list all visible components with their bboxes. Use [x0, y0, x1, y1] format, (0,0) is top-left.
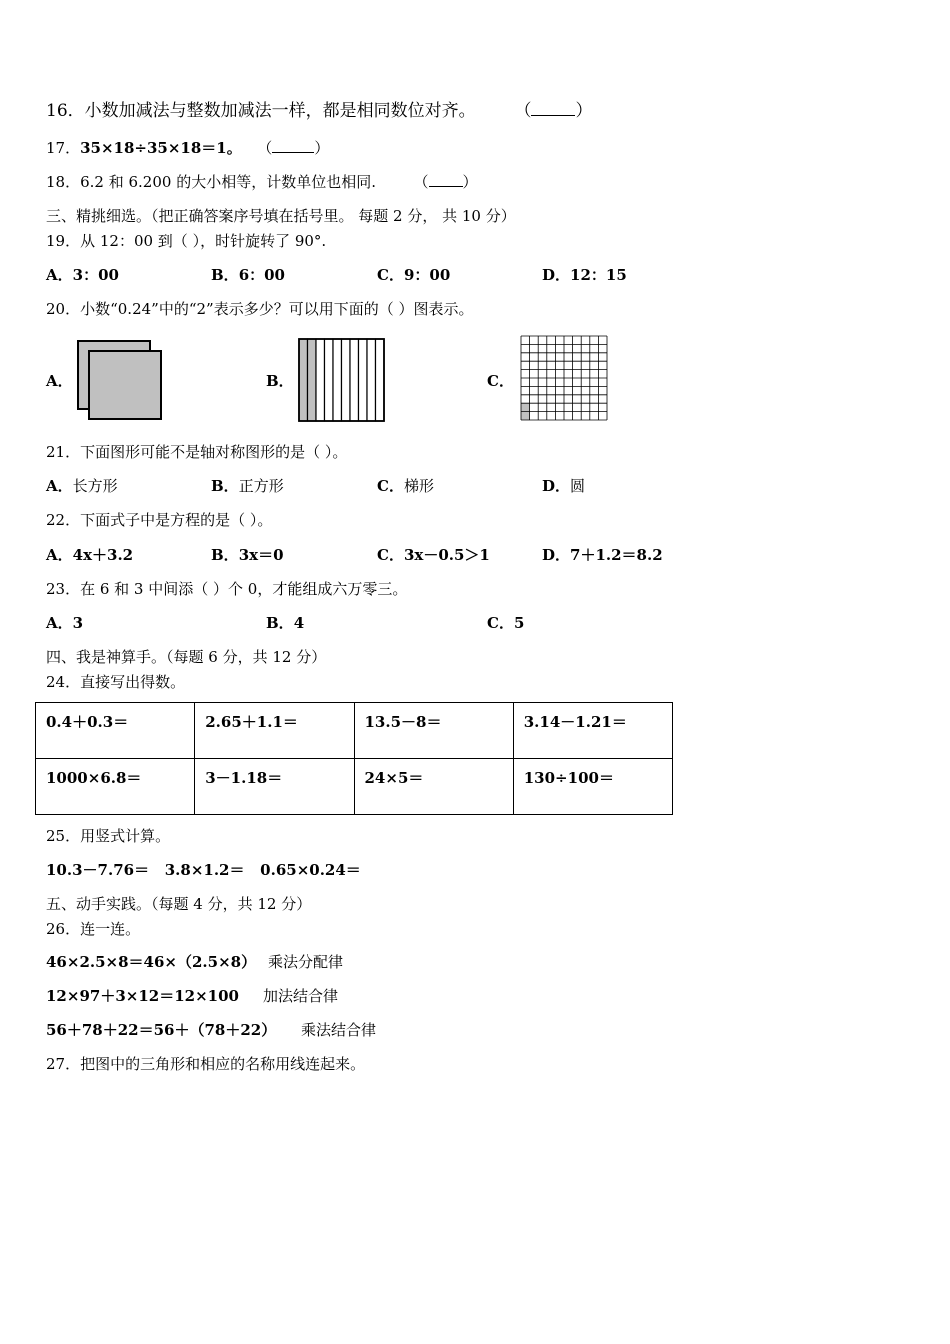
option-a[interactable]: A．长方形 [46, 477, 118, 495]
column [342, 339, 351, 421]
answer-blank[interactable] [272, 138, 314, 153]
option-b[interactable]: B．3x＝0 [211, 546, 284, 564]
question-text: 小数加减法与整数加减法一样，都是相同数位对齐。 [84, 101, 476, 121]
question-23-stem: 23．在 6 和 3 中间添（ ）个 0，才能组成六万零三。 [46, 580, 408, 598]
table-cell[interactable]: 13.5－8＝ [354, 703, 513, 759]
question-number: 17． [46, 139, 81, 157]
option-a[interactable]: A．4x＋3.2 [46, 546, 134, 564]
option-b[interactable]: B．6：00 [211, 266, 285, 284]
option-b[interactable]: B．正方形 [211, 477, 284, 495]
question-26-stem: 26．连一连。 [46, 920, 141, 938]
match-expression-3[interactable]: 56＋78＋22＝56＋（78＋22） [46, 1021, 277, 1039]
question-text: 35×18÷35×18＝1。 [80, 139, 242, 157]
table-cell[interactable]: 24×5＝ [354, 759, 513, 815]
square-front [89, 351, 161, 419]
figure-a-two-squares [76, 339, 164, 421]
option-c[interactable]: C．5 [487, 614, 525, 632]
question-number: 18． [46, 173, 81, 191]
answer-paren-close: ） [314, 139, 330, 157]
shaded-cell [521, 412, 530, 420]
answer-paren-close: ） [462, 173, 478, 191]
section-4-heading: 四、我是神算手。（每题 6 分，共 12 分） [46, 648, 327, 666]
question-19-stem: 19．从 12：00 到（ ），时针旋转了 90°. [46, 232, 327, 250]
answer-paren-open: （ [514, 101, 532, 121]
option-b[interactable]: B．4 [266, 614, 305, 632]
table-cell[interactable]: 1000×6.8＝ [36, 759, 195, 815]
question-24-stem: 24．直接写出得数。 [46, 673, 186, 691]
column [367, 339, 376, 421]
answer-blank[interactable] [531, 101, 575, 116]
option-d[interactable]: D．12：15 [542, 266, 627, 284]
calculation-table [35, 702, 673, 815]
question-18 [46, 172, 478, 192]
column [376, 339, 385, 421]
table-row [36, 759, 673, 815]
answer-paren-close: ） [575, 101, 593, 121]
option-a-label[interactable]: A． [46, 372, 73, 390]
column [333, 339, 342, 421]
question-25-expressions: 10.3－7.76＝ 3.8×1.2＝ 0.65×0.24＝ [46, 861, 361, 879]
option-d[interactable]: D．7＋1.2＝8.2 [542, 546, 663, 564]
match-law-1[interactable]: 乘法分配律 [268, 953, 344, 971]
match-expression-1[interactable]: 46×2.5×8＝46×（2.5×8） [46, 953, 257, 971]
answer-paren-open: （ [257, 139, 273, 157]
section-3-heading: 三、精挑细选。（把正确答案序号填在括号里。 每题 2 分， 共 10 分） [46, 207, 516, 225]
column [316, 339, 325, 421]
section-5-heading: 五、动手实践。（每题 4 分，共 12 分） [46, 895, 312, 913]
answer-blank[interactable] [429, 172, 463, 187]
column [325, 339, 334, 421]
column [359, 339, 368, 421]
option-b-label[interactable]: B． [266, 372, 294, 390]
table-cell[interactable]: 2.65＋1.1＝ [195, 703, 354, 759]
table-row [36, 703, 673, 759]
shaded-column [299, 339, 308, 421]
match-expression-2[interactable]: 12×97＋3×12＝12×100 [46, 987, 239, 1005]
option-c[interactable]: C．9：00 [377, 266, 451, 284]
option-c[interactable]: C．梯形 [377, 477, 434, 495]
question-25-stem: 25．用竖式计算。 [46, 827, 171, 845]
question-21-stem: 21．下面图形可能不是轴对称图形的是（ ）。 [46, 443, 348, 461]
table-cell[interactable]: 3－1.18＝ [195, 759, 354, 815]
table-cell[interactable]: 0.4＋0.3＝ [36, 703, 195, 759]
option-d[interactable]: D．圆 [542, 477, 586, 495]
question-27-stem: 27．把图中的三角形和相应的名称用线连起来。 [46, 1055, 366, 1073]
option-c-label[interactable]: C． [487, 372, 514, 390]
table-cell[interactable]: 130÷100＝ [513, 759, 672, 815]
option-a[interactable]: A．3 [46, 614, 84, 632]
question-16 [46, 101, 592, 121]
question-17 [46, 138, 329, 158]
figure-c-hundred-grid [519, 334, 609, 422]
match-law-3[interactable]: 乘法结合律 [301, 1021, 377, 1039]
question-text: 6.2 和 6.200 的大小相等，计数单位也相同. [80, 173, 376, 191]
option-a[interactable]: A．3：00 [46, 266, 119, 284]
match-law-2[interactable]: 加法结合律 [263, 987, 339, 1005]
column [350, 339, 359, 421]
shaded-column [308, 339, 317, 421]
table-cell[interactable]: 3.14－1.21＝ [513, 703, 672, 759]
question-22-stem: 22．下面式子中是方程的是（ ）。 [46, 511, 273, 529]
question-number: 16． [46, 101, 85, 121]
option-c[interactable]: C．3x－0.5＞1 [377, 546, 490, 564]
answer-paren-open: （ [413, 173, 429, 191]
shaded-cell [521, 403, 530, 411]
question-20-stem: 20．小数“0.24”中的“2”表示多少？可以用下面的（ ）图表示。 [46, 300, 474, 318]
figure-b-ten-columns [297, 337, 387, 423]
